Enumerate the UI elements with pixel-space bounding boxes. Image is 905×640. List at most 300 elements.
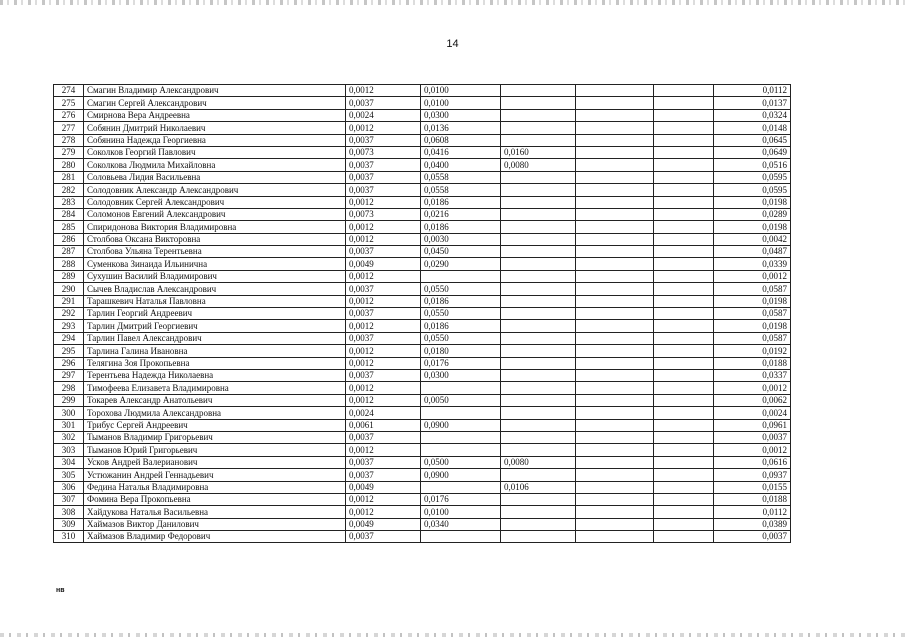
empty-cell <box>576 159 654 171</box>
empty-cell <box>654 258 714 270</box>
value-1-cell: 0,0012 <box>346 196 421 208</box>
value-2-cell: 0,0100 <box>421 97 501 109</box>
value-2-cell: 0,0400 <box>421 159 501 171</box>
value-1-cell: 0,0037 <box>346 283 421 295</box>
row-number-cell: 284 <box>54 208 84 220</box>
empty-cell <box>576 469 654 481</box>
value-3-cell <box>501 357 576 369</box>
value-1-cell: 0,0073 <box>346 208 421 220</box>
value-3-cell <box>501 295 576 307</box>
row-number-cell: 294 <box>54 332 84 344</box>
value-2-cell <box>421 270 501 282</box>
value-3-cell <box>501 407 576 419</box>
empty-cell <box>654 493 714 505</box>
table-row <box>54 419 791 431</box>
empty-cell <box>654 159 714 171</box>
total-cell: 0,0024 <box>714 407 791 419</box>
total-cell: 0,0961 <box>714 419 791 431</box>
total-cell: 0,0037 <box>714 531 791 543</box>
value-3-cell <box>501 394 576 406</box>
empty-cell <box>654 184 714 196</box>
value-1-cell: 0,0037 <box>346 159 421 171</box>
name-cell: Столбова Оксана Викторовна <box>84 233 346 245</box>
name-cell: Смирнова Вера Андреевна <box>84 109 346 121</box>
empty-cell <box>576 208 654 220</box>
value-2-cell: 0,0100 <box>421 85 501 97</box>
empty-cell <box>654 171 714 183</box>
table-row <box>54 493 791 505</box>
total-cell: 0,0198 <box>714 295 791 307</box>
empty-cell <box>654 518 714 530</box>
empty-cell <box>654 85 714 97</box>
empty-cell <box>654 332 714 344</box>
empty-cell <box>654 369 714 381</box>
value-2-cell: 0,0550 <box>421 308 501 320</box>
value-3-cell <box>501 221 576 233</box>
empty-cell <box>654 208 714 220</box>
table-row <box>54 531 791 543</box>
table-row <box>54 270 791 282</box>
empty-cell <box>576 531 654 543</box>
value-3-cell <box>501 233 576 245</box>
value-2-cell: 0,0558 <box>421 171 501 183</box>
empty-cell <box>654 233 714 245</box>
table-row <box>54 221 791 233</box>
value-3-cell <box>501 134 576 146</box>
total-cell: 0,0595 <box>714 171 791 183</box>
row-number-cell: 308 <box>54 506 84 518</box>
total-cell: 0,0012 <box>714 382 791 394</box>
empty-cell <box>654 196 714 208</box>
value-1-cell: 0,0012 <box>346 382 421 394</box>
table-row <box>54 246 791 258</box>
value-1-cell: 0,0012 <box>346 233 421 245</box>
empty-cell <box>654 320 714 332</box>
name-cell: Усков Андрей Валерианович <box>84 456 346 468</box>
value-2-cell: 0,0186 <box>421 196 501 208</box>
total-cell: 0,0198 <box>714 320 791 332</box>
total-cell: 0,0645 <box>714 134 791 146</box>
value-1-cell: 0,0012 <box>346 320 421 332</box>
value-3-cell <box>501 246 576 258</box>
name-cell: Устюжанин Андрей Геннадьевич <box>84 469 346 481</box>
total-cell: 0,0289 <box>714 208 791 220</box>
empty-cell <box>576 320 654 332</box>
value-1-cell: 0,0073 <box>346 146 421 158</box>
scan-edge-top <box>0 0 905 5</box>
total-cell: 0,0324 <box>714 109 791 121</box>
row-number-cell: 285 <box>54 221 84 233</box>
name-cell: Тыманов Владимир Григорьевич <box>84 431 346 443</box>
empty-cell <box>576 506 654 518</box>
total-cell: 0,0649 <box>714 146 791 158</box>
total-cell: 0,0188 <box>714 493 791 505</box>
name-cell: Сычев Владислав Александрович <box>84 283 346 295</box>
empty-cell <box>654 270 714 282</box>
value-1-cell: 0,0037 <box>346 134 421 146</box>
value-3-cell <box>501 444 576 456</box>
total-cell: 0,0587 <box>714 283 791 295</box>
value-3-cell <box>501 369 576 381</box>
value-2-cell <box>421 407 501 419</box>
value-3-cell <box>501 320 576 332</box>
table-row <box>54 394 791 406</box>
table-row <box>54 184 791 196</box>
total-cell: 0,0148 <box>714 122 791 134</box>
row-number-cell: 278 <box>54 134 84 146</box>
table-row <box>54 258 791 270</box>
row-number-cell: 302 <box>54 431 84 443</box>
total-cell: 0,0112 <box>714 506 791 518</box>
table-row <box>54 431 791 443</box>
row-number-cell: 310 <box>54 531 84 543</box>
total-cell: 0,0155 <box>714 481 791 493</box>
empty-cell <box>576 270 654 282</box>
value-1-cell: 0,0024 <box>346 109 421 121</box>
name-cell: Собянин Дмитрий Николаевич <box>84 122 346 134</box>
value-3-cell <box>501 97 576 109</box>
total-cell: 0,0595 <box>714 184 791 196</box>
value-1-cell: 0,0012 <box>346 221 421 233</box>
value-3-cell <box>501 122 576 134</box>
empty-cell <box>576 146 654 158</box>
value-1-cell: 0,0024 <box>346 407 421 419</box>
empty-cell <box>576 345 654 357</box>
value-1-cell: 0,0049 <box>346 481 421 493</box>
empty-cell <box>576 357 654 369</box>
table-row <box>54 295 791 307</box>
name-cell: Терентьева Надежда Николаевна <box>84 369 346 381</box>
empty-cell <box>654 469 714 481</box>
value-1-cell: 0,0037 <box>346 171 421 183</box>
value-2-cell <box>421 481 501 493</box>
name-cell: Смагин Владимир Александрович <box>84 85 346 97</box>
value-3-cell <box>501 382 576 394</box>
name-cell: Хайдукова Наталья Васильевна <box>84 506 346 518</box>
table-row <box>54 469 791 481</box>
name-cell: Хаймазов Владимир Федорович <box>84 531 346 543</box>
empty-cell <box>576 122 654 134</box>
name-cell: Тарлина Галина Ивановна <box>84 345 346 357</box>
value-2-cell: 0,0900 <box>421 469 501 481</box>
row-number-cell: 306 <box>54 481 84 493</box>
row-number-cell: 275 <box>54 97 84 109</box>
empty-cell <box>576 97 654 109</box>
empty-cell <box>654 431 714 443</box>
table-row <box>54 171 791 183</box>
value-1-cell: 0,0061 <box>346 419 421 431</box>
total-cell: 0,0012 <box>714 270 791 282</box>
value-1-cell: 0,0037 <box>346 469 421 481</box>
name-cell: Фомина Вера Прокопьевна <box>84 493 346 505</box>
table-row <box>54 332 791 344</box>
empty-cell <box>576 431 654 443</box>
value-2-cell: 0,0100 <box>421 506 501 518</box>
empty-cell <box>576 481 654 493</box>
row-number-cell: 289 <box>54 270 84 282</box>
name-cell: Телягина Зоя Прокопьевна <box>84 357 346 369</box>
value-3-cell: 0,0080 <box>501 456 576 468</box>
name-cell: Торохова Людмила Александровна <box>84 407 346 419</box>
value-3-cell <box>501 208 576 220</box>
table-row <box>54 320 791 332</box>
value-3-cell: 0,0106 <box>501 481 576 493</box>
empty-cell <box>576 246 654 258</box>
table-row <box>54 85 791 97</box>
value-3-cell <box>501 431 576 443</box>
empty-cell <box>654 221 714 233</box>
name-cell: Солодовник Александр Александрович <box>84 184 346 196</box>
total-cell: 0,0012 <box>714 444 791 456</box>
table-row <box>54 146 791 158</box>
name-cell: Токарев Александр Анатольевич <box>84 394 346 406</box>
row-number-cell: 292 <box>54 308 84 320</box>
total-cell: 0,0198 <box>714 221 791 233</box>
row-number-cell: 304 <box>54 456 84 468</box>
value-1-cell: 0,0049 <box>346 258 421 270</box>
value-2-cell: 0,0290 <box>421 258 501 270</box>
table-row <box>54 283 791 295</box>
value-3-cell <box>501 518 576 530</box>
total-cell: 0,0137 <box>714 97 791 109</box>
row-number-cell: 307 <box>54 493 84 505</box>
value-2-cell: 0,0416 <box>421 146 501 158</box>
empty-cell <box>576 221 654 233</box>
row-number-cell: 280 <box>54 159 84 171</box>
empty-cell <box>654 407 714 419</box>
value-2-cell: 0,0558 <box>421 184 501 196</box>
value-1-cell: 0,0037 <box>346 97 421 109</box>
total-cell: 0,0337 <box>714 369 791 381</box>
total-cell: 0,0192 <box>714 345 791 357</box>
value-3-cell <box>501 419 576 431</box>
value-1-cell: 0,0012 <box>346 345 421 357</box>
value-3-cell <box>501 270 576 282</box>
row-number-cell: 298 <box>54 382 84 394</box>
value-1-cell: 0,0012 <box>346 444 421 456</box>
name-cell: Столбова Ульяна Терентьевна <box>84 246 346 258</box>
value-2-cell: 0,0900 <box>421 419 501 431</box>
name-cell: Соловьева Лидия Васильевна <box>84 171 346 183</box>
row-number-cell: 293 <box>54 320 84 332</box>
empty-cell <box>654 134 714 146</box>
value-1-cell: 0,0012 <box>346 394 421 406</box>
empty-cell <box>576 134 654 146</box>
table-row <box>54 122 791 134</box>
row-number-cell: 286 <box>54 233 84 245</box>
value-1-cell: 0,0049 <box>346 518 421 530</box>
value-3-cell <box>501 493 576 505</box>
value-3-cell <box>501 171 576 183</box>
name-cell: Собянина Надежда Георгиевна <box>84 134 346 146</box>
table-row <box>54 109 791 121</box>
empty-cell <box>654 531 714 543</box>
empty-cell <box>654 109 714 121</box>
total-cell: 0,0188 <box>714 357 791 369</box>
empty-cell <box>576 85 654 97</box>
name-cell: Соколков Георгий Павлович <box>84 146 346 158</box>
value-2-cell: 0,0186 <box>421 221 501 233</box>
empty-cell <box>654 146 714 158</box>
name-cell: Соколкова Людмила Михайловна <box>84 159 346 171</box>
name-cell: Трибус Сергей Андреевич <box>84 419 346 431</box>
empty-cell <box>576 196 654 208</box>
page-number: 14 <box>446 38 459 50</box>
table-row <box>54 518 791 530</box>
value-1-cell: 0,0037 <box>346 431 421 443</box>
empty-cell <box>654 394 714 406</box>
name-cell: Соломонов Евгений Александрович <box>84 208 346 220</box>
empty-cell <box>576 171 654 183</box>
total-cell: 0,0389 <box>714 518 791 530</box>
value-2-cell: 0,0550 <box>421 332 501 344</box>
table-row <box>54 382 791 394</box>
row-number-cell: 296 <box>54 357 84 369</box>
empty-cell <box>576 283 654 295</box>
value-2-cell: 0,0300 <box>421 369 501 381</box>
value-2-cell: 0,0550 <box>421 283 501 295</box>
table-row <box>54 481 791 493</box>
total-cell: 0,0937 <box>714 469 791 481</box>
total-cell: 0,0587 <box>714 332 791 344</box>
empty-cell <box>576 493 654 505</box>
empty-cell <box>576 369 654 381</box>
value-1-cell: 0,0012 <box>346 357 421 369</box>
empty-cell <box>576 295 654 307</box>
empty-cell <box>576 394 654 406</box>
row-number-cell: 291 <box>54 295 84 307</box>
total-cell: 0,0037 <box>714 431 791 443</box>
table-row <box>54 308 791 320</box>
value-1-cell: 0,0012 <box>346 85 421 97</box>
row-number-cell: 283 <box>54 196 84 208</box>
name-cell: Тарлин Дмитрий Георгиевич <box>84 320 346 332</box>
value-1-cell: 0,0037 <box>346 369 421 381</box>
value-1-cell: 0,0012 <box>346 122 421 134</box>
value-3-cell <box>501 345 576 357</box>
empty-cell <box>576 407 654 419</box>
value-2-cell <box>421 382 501 394</box>
empty-cell <box>576 382 654 394</box>
total-cell: 0,0516 <box>714 159 791 171</box>
scan-edge-bottom <box>0 633 905 637</box>
value-1-cell: 0,0012 <box>346 270 421 282</box>
row-number-cell: 290 <box>54 283 84 295</box>
value-2-cell: 0,0176 <box>421 493 501 505</box>
table-row <box>54 97 791 109</box>
table-row <box>54 369 791 381</box>
value-2-cell: 0,0136 <box>421 122 501 134</box>
table-row <box>54 159 791 171</box>
empty-cell <box>654 246 714 258</box>
value-2-cell <box>421 431 501 443</box>
empty-cell <box>576 444 654 456</box>
empty-cell <box>654 308 714 320</box>
value-3-cell <box>501 109 576 121</box>
empty-cell <box>576 456 654 468</box>
table-row <box>54 208 791 220</box>
table-body <box>54 85 791 543</box>
value-3-cell <box>501 469 576 481</box>
name-cell: Спиридонова Виктория Владимировна <box>84 221 346 233</box>
value-3-cell <box>501 283 576 295</box>
empty-cell <box>576 258 654 270</box>
value-2-cell: 0,0030 <box>421 233 501 245</box>
empty-cell <box>654 283 714 295</box>
table-row <box>54 134 791 146</box>
name-cell: Сухушин Василий Владимирович <box>84 270 346 282</box>
row-number-cell: 305 <box>54 469 84 481</box>
value-2-cell: 0,0050 <box>421 394 501 406</box>
value-3-cell <box>501 85 576 97</box>
row-number-cell: 281 <box>54 171 84 183</box>
row-number-cell: 277 <box>54 122 84 134</box>
value-1-cell: 0,0012 <box>346 493 421 505</box>
name-cell: Хаймазов Виктор Данилович <box>84 518 346 530</box>
empty-cell <box>654 122 714 134</box>
row-number-cell: 297 <box>54 369 84 381</box>
empty-cell <box>576 518 654 530</box>
total-cell: 0,0042 <box>714 233 791 245</box>
name-cell: Тарашкевич Наталья Павловна <box>84 295 346 307</box>
row-number-cell: 303 <box>54 444 84 456</box>
row-number-cell: 279 <box>54 146 84 158</box>
total-cell: 0,0616 <box>714 456 791 468</box>
total-cell: 0,0587 <box>714 308 791 320</box>
empty-cell <box>654 345 714 357</box>
empty-cell <box>654 357 714 369</box>
row-number-cell: 295 <box>54 345 84 357</box>
value-1-cell: 0,0037 <box>346 456 421 468</box>
value-1-cell: 0,0037 <box>346 332 421 344</box>
empty-cell <box>576 332 654 344</box>
value-3-cell <box>501 258 576 270</box>
value-1-cell: 0,0037 <box>346 184 421 196</box>
value-1-cell: 0,0037 <box>346 308 421 320</box>
name-cell: Тарлин Павел Александрович <box>84 332 346 344</box>
row-number-cell: 301 <box>54 419 84 431</box>
total-cell: 0,0112 <box>714 85 791 97</box>
row-number-cell: 276 <box>54 109 84 121</box>
row-number-cell: 288 <box>54 258 84 270</box>
empty-cell <box>576 109 654 121</box>
empty-cell <box>576 419 654 431</box>
value-2-cell: 0,0176 <box>421 357 501 369</box>
total-cell: 0,0339 <box>714 258 791 270</box>
value-2-cell <box>421 531 501 543</box>
value-2-cell: 0,0300 <box>421 109 501 121</box>
value-1-cell: 0,0037 <box>346 246 421 258</box>
value-3-cell: 0,0160 <box>501 146 576 158</box>
table-row <box>54 233 791 245</box>
value-1-cell: 0,0012 <box>346 295 421 307</box>
value-3-cell <box>501 184 576 196</box>
name-cell: Тимофеева Елизавета Владимировна <box>84 382 346 394</box>
value-1-cell: 0,0037 <box>346 531 421 543</box>
value-2-cell: 0,0450 <box>421 246 501 258</box>
row-number-cell: 299 <box>54 394 84 406</box>
value-3-cell <box>501 531 576 543</box>
name-cell: Федина Наталья Владимировна <box>84 481 346 493</box>
total-cell: 0,0062 <box>714 394 791 406</box>
register-table <box>53 84 791 543</box>
value-2-cell <box>421 444 501 456</box>
name-cell: Смагин Сергей Александрович <box>84 97 346 109</box>
empty-cell <box>654 444 714 456</box>
row-number-cell: 309 <box>54 518 84 530</box>
empty-cell <box>654 456 714 468</box>
row-number-cell: 282 <box>54 184 84 196</box>
